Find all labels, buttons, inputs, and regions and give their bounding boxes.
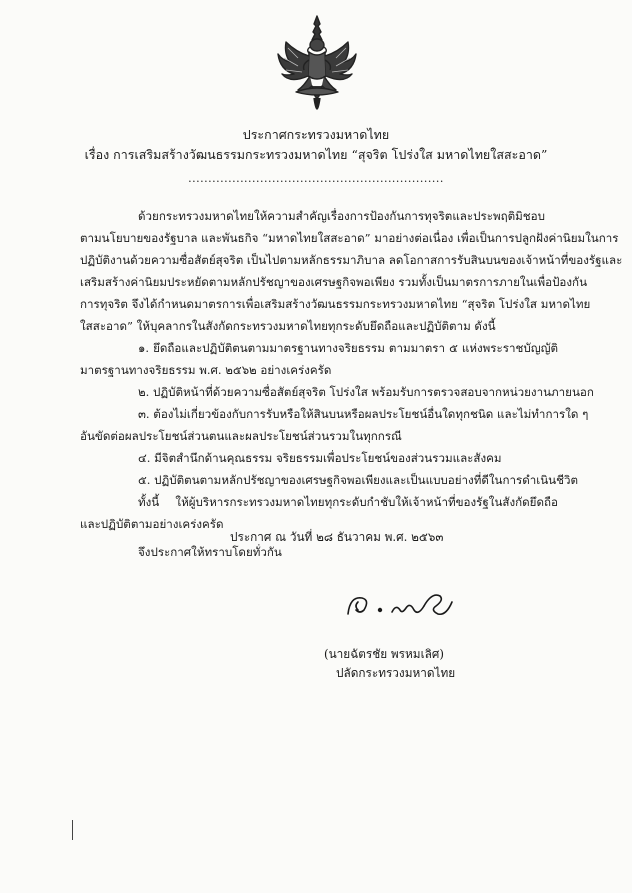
body-line: อันขัดต่อผลประโยชน์ส่วนตนและผลประโยชน์ส่วนรวมในทุกกรณี: [80, 429, 402, 443]
signer-position: ปลัดกระทรวงมหาดไทย: [336, 666, 456, 680]
body-line: เสริมสร้างค่านิยมประหยัดตามหลักปรัชญาของเศรษฐกิจพอเพียง รวมทั้งเป็นมาตรการภายในเพื่อป้องกัน: [80, 275, 588, 289]
body-line: การทุจริต จึงได้กำหนดมาตรการเพื่อเสริมสร้างวัฒนธรรมกระทรวงมหาดไทย “สุจริต โปร่งใส มหาดไทย: [80, 297, 591, 311]
handwritten-signature-icon: [340, 588, 460, 624]
body-line: มาตรฐานทางจริยธรรม พ.ศ. ๒๕๖๒ อย่างเคร่งครัด: [80, 363, 332, 377]
announcement-title: ประกาศกระทรวงมหาดไทย: [242, 127, 390, 142]
body-line: ใสสะอาด” ให้บุคลากรในสังกัดกระทรวงมหาดไทยทุกระดับยึดถือและปฏิบัติตาม ดังนี้: [80, 319, 496, 333]
measure-item-5: ๕. ปฏิบัติตนตามหลักปรัชญาของเศรษฐกิจพอเพียงและเป็นแบบอย่างที่ดีในการดำเนินชีวิต: [138, 473, 578, 487]
measure-item-1: ๑. ยึดถือและปฏิบัติตนตามมาตรฐานทางจริยธรรม ตามมาตรา ๕ แห่งพระราชบัญญัติ: [138, 341, 558, 355]
signer-name: (นายฉัตรชัย พรหมเลิศ): [324, 647, 444, 661]
announcement-body: [80, 205, 623, 563]
body-line: และปฏิบัติตามอย่างเคร่งครัด: [80, 517, 224, 531]
closing-line: จึงประกาศให้ทราบโดยทั่วกัน: [138, 545, 282, 559]
body-line: ปฏิบัติงานด้วยความซื่อสัตย์สุจริต เป็นไปตามหลักธรรมาภิบาล ลดโอกาสการรับสินบนของเจ้าหน้าที่ของรัฐและ: [80, 253, 623, 267]
garuda-emblem-icon: [276, 14, 358, 122]
body-line: ตามนโยบายของรัฐบาล และพันธกิจ “มหาดไทยใสสะอาด” มาอย่างต่อเนื่อง เพื่อเป็นการปลูกฝังค่านิยมในการ: [80, 231, 619, 245]
body-line: ทั้งนี้ ให้ผู้บริหารกระทรวงมหาดไทยทุกระดับกำชับให้เจ้าหน้าที่ของรัฐในสังกัดยึดถือ: [138, 495, 558, 509]
measure-item-3: ๓. ต้องไม่เกี่ยวข้องกับการรับหรือให้สินบนหรือผลประโยชน์อื่นใดทุกชนิด และไม่ทำการใด ๆ: [138, 407, 589, 421]
measure-item-2: ๒. ปฏิบัติหน้าที่ด้วยความซื่อสัตย์สุจริต โปร่งใส พร้อมรับการตรวจสอบจากหน่วยงานภายนอก: [138, 385, 594, 399]
separator-dots: ................................................................: [188, 172, 444, 185]
announcement-date: ประกาศ ณ วันที่ ๒๘ ธันวาคม พ.ศ. ๒๕๖๓: [230, 530, 444, 544]
announcement-subject: เรื่อง การเสริมสร้างวัฒนธรรมกระทรวงมหาดไทย “สุจริต โปร่งใส มหาดไทยใสสะอาด”: [84, 147, 548, 162]
body-line: ด้วยกระทรวงมหาดไทยให้ความสำคัญเรื่องการป้องกันการทุจริตและประพฤติมิชอบ: [138, 209, 545, 223]
margin-mark: [72, 820, 73, 840]
measure-item-4: ๔. มีจิตสำนึกด้านคุณธรรม จริยธรรมเพื่อประโยชน์ของส่วนรวมและสังคม: [138, 451, 502, 465]
